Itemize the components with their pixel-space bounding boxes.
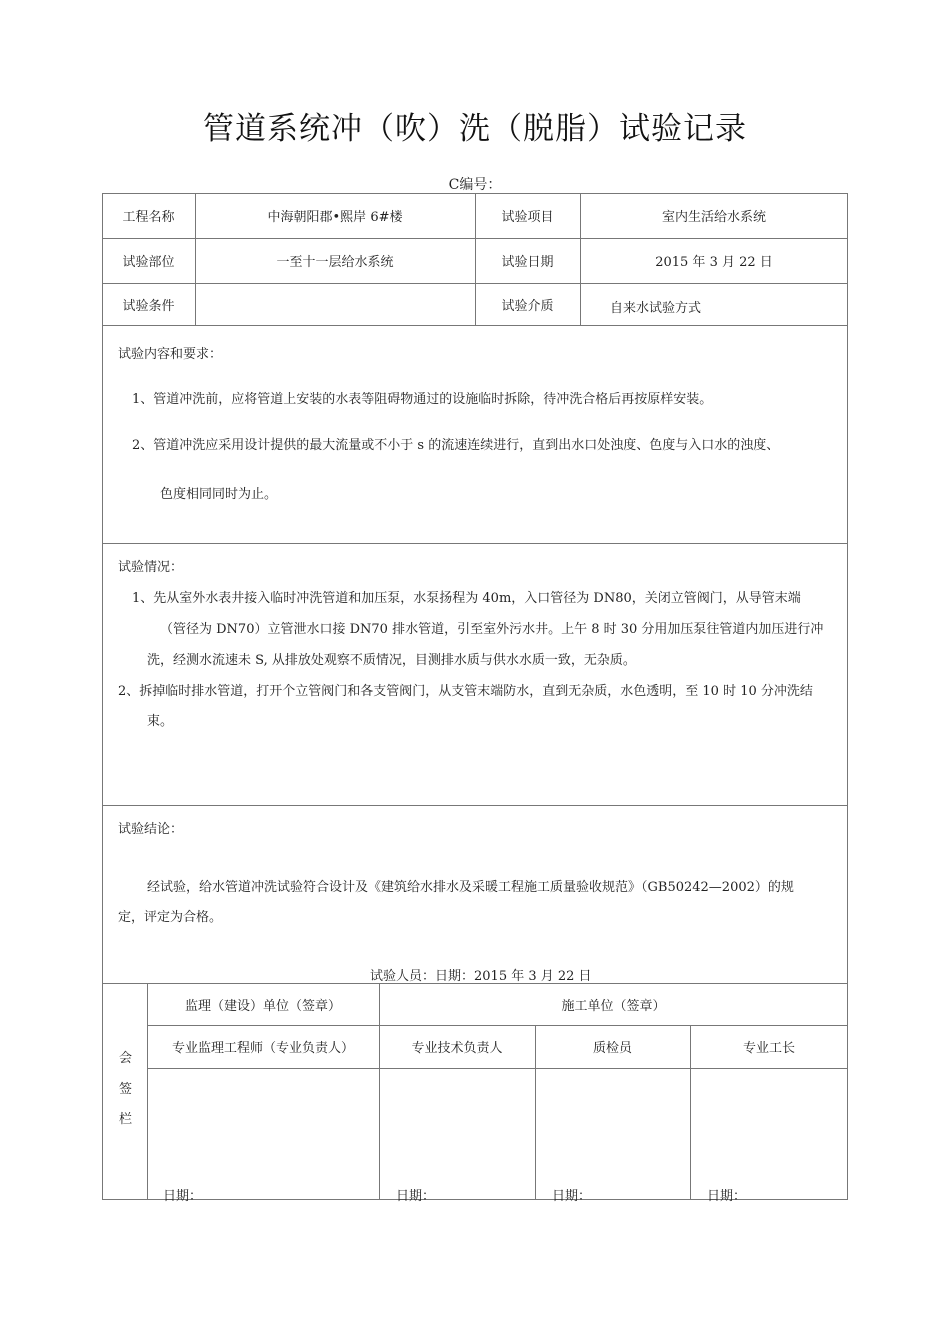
test-part-label: 试验部位 [122,255,175,270]
requirement-item-continued: 色度相同同时为止。 [160,487,278,502]
test-item-label: 试验项目 [501,210,554,225]
conclusion-heading: 试验结论： [118,822,184,837]
signature-column-label: 签 [119,1082,133,1097]
row-divider [102,325,848,326]
test-part-value: 一至十一层给水系统 [276,255,394,270]
technical-lead-header: 专业技术负责人 [411,1041,503,1056]
project-label: 工程名称 [122,210,175,225]
requirement-item: 1、管道冲洗前，应将管道上安装的水表等阻碍物通过的设施临时拆除，待冲洗合格后再按原样安装。 [132,392,713,407]
document-title: 管道系统冲（吹）洗（脱脂）试验记录 [203,111,747,147]
foreman-header: 专业工长 [742,1041,795,1056]
test-medium-value: 自来水试验方式 [610,301,702,316]
signature-date-label: 日期： [163,1189,203,1204]
document-number: C编号： [448,177,502,193]
supervising-engineer-header: 专业监理工程师（专业负责人） [171,1041,354,1056]
signature-column-label: 栏 [119,1112,133,1127]
row-divider [147,1068,848,1069]
situation-item-continued: 束。 [147,714,174,729]
situation-item-continued: 洗，经测水流速未 S, 从排放处观察不质情况，目测排水质与供水水质一致，无杂质。 [147,653,636,668]
quality-inspector-header: 质检员 [592,1041,632,1056]
requirements-heading: 试验内容和要求： [118,347,223,362]
test-date-value: 2015 年 3 月 22 日 [655,255,773,270]
signature-date-label: 日期： [552,1189,592,1204]
test-condition-value [195,283,475,325]
signature-date-label: 日期： [707,1189,747,1204]
row-divider [102,543,848,544]
test-medium-label: 试验介质 [501,298,554,314]
conclusion-text-continued: 定，评定为合格。 [118,910,223,925]
situation-item: 2、拆掉临时排水管道，打开个立管阀门和各支管阀门，从支管末端防水，直到无杂质，水色透明，至 10 时 10 分冲洗结 [118,684,813,699]
project-value: 中海朝阳郡•熙岸 6#楼 [267,210,403,225]
situation-item: 1、先从室外水表井接入临时冲洗管道和加压泵，水泵扬程为 40m，入口管径为 DN80，关闭立管阀门，从导管末端 [132,591,801,606]
requirement-item: 2、管道冲洗应采用设计提供的最大流量或不小于 s 的流速连续进行，直到出水口处浊度、色度与入口水的浊度、 [132,438,780,453]
row-divider [102,805,848,806]
construction-unit-header: 施工单位（签章） [561,998,666,1014]
signature-date-label: 日期： [396,1189,436,1204]
test-condition-label: 试验条件 [122,298,175,314]
conclusion-text: 经试验，给水管道冲洗试验符合设计及《建筑给水排水及采暖工程施工质量验收规范》（GB50242—2002）的规 [147,880,794,895]
supervisor-unit-header: 监理（建设）单位（签章） [184,998,341,1014]
situation-heading: 试验情况： [118,560,184,575]
tester-date-line: 试验人员：日期：2015 年 3 月 22 日 [370,969,592,984]
test-date-label: 试验日期 [501,255,554,270]
situation-item-continued: （管径为 DN70）立管泄水口接 DN70 排水管道，引至室外污水井。上午 8 时 30 分用加压泵往管道内加压进行冲 [160,622,824,637]
signature-column-label: 会 [119,1051,133,1066]
test-item-value: 室内生活给水系统 [661,210,766,225]
